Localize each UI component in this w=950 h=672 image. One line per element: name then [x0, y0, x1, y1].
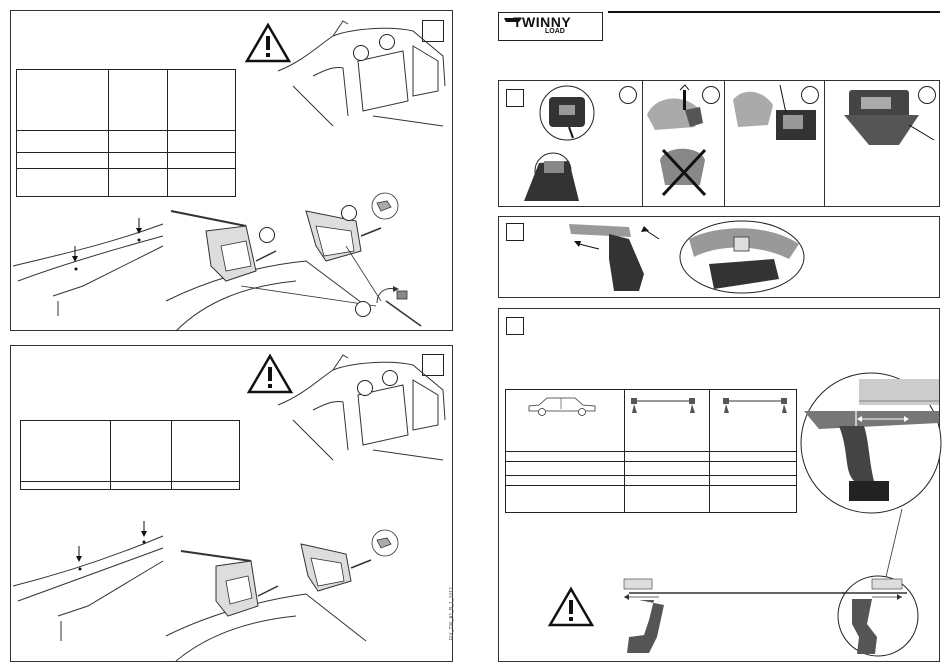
roof-line-sketch: [13, 516, 173, 646]
foot-detail-oval: [679, 219, 809, 297]
bar-icon: [629, 395, 697, 415]
divider: [642, 81, 643, 206]
foot-mount-sketch: [166, 206, 426, 331]
panel-top-left: [10, 10, 453, 331]
fitting-table: [20, 420, 240, 490]
mount-point-circle: [357, 380, 373, 396]
step-number-box: [506, 317, 524, 335]
warning-icon: [548, 587, 594, 627]
document-code: FIX_TW_A1_B_1_1012: [449, 587, 455, 640]
clamp-detail-photo: [539, 83, 639, 205]
panel-bottom-left: [10, 345, 453, 662]
hand-photo: [728, 85, 823, 155]
foot-detail-circle: [837, 569, 919, 663]
hand-photo: [645, 85, 723, 205]
step-circle: [341, 205, 357, 221]
bar-icon: [721, 395, 789, 415]
mount-point-circle: [379, 34, 395, 50]
foot-slide-photo: [559, 219, 669, 297]
logo-main-text: TWINNY: [513, 14, 572, 30]
step-circle: [259, 227, 275, 243]
step-circle: [355, 301, 371, 317]
panel-step-3: [498, 308, 940, 662]
lock-key-icon: [369, 191, 401, 221]
step-number-box: [506, 223, 524, 241]
twinny-load-logo: [498, 12, 603, 41]
roof-line-sketch: [13, 206, 173, 326]
divider: [724, 81, 725, 206]
fitting-table: [16, 69, 236, 197]
panel-step-2: [498, 216, 940, 298]
car-roof-sketch: [273, 350, 453, 470]
mount-point-circle: [353, 45, 369, 61]
mount-point-circle: [382, 370, 398, 386]
ruler-detail-circle: [799, 371, 939, 521]
bar-ruler-sketch: [619, 575, 859, 663]
clamp-photo: [839, 85, 939, 155]
car-sedan-icon: [527, 395, 597, 417]
wrench-icon: [373, 283, 409, 307]
header-rule: [608, 11, 940, 13]
lock-key-icon: [369, 528, 401, 558]
logo-sub-text: LOAD: [545, 28, 565, 35]
car-roof-sketch: [273, 16, 453, 136]
divider: [824, 81, 825, 206]
panel-step-1: [498, 80, 940, 207]
step-number-box: [506, 89, 524, 107]
